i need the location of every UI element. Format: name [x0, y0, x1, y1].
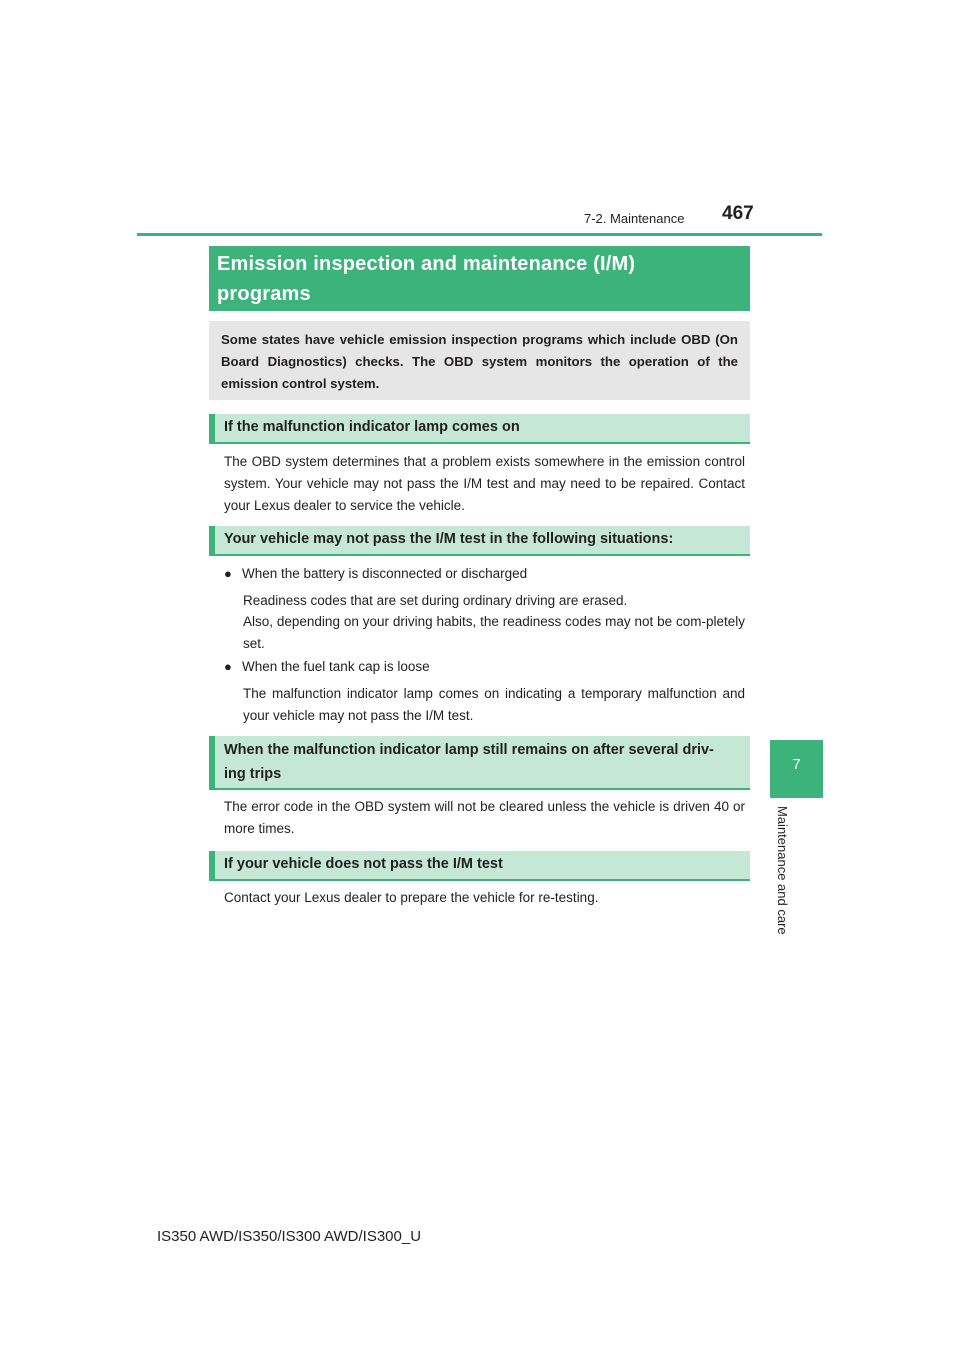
chapter-label: Maintenance and care: [775, 806, 790, 935]
chapter-tab: [770, 740, 823, 798]
bullet-icon: ●: [224, 659, 232, 674]
chapter-number: 7: [792, 756, 801, 773]
subheading-does-not-pass: If your vehicle does not pass the I/M test: [209, 851, 750, 881]
subheading-line1: When the malfunction indicator lamp still remains on after several driv-: [224, 742, 714, 758]
bullet-title: When the fuel tank cap is loose: [242, 659, 430, 674]
page-title-line1: Emission inspection and maintenance (I/M): [217, 253, 636, 275]
page-title-box: [209, 246, 750, 311]
intro-box: [209, 321, 750, 400]
footer-model-code: IS350 AWD/IS350/IS300 AWD/IS300_U: [157, 1228, 422, 1245]
body-malfunction-lamp-on: The OBD system determines that a problem exists somewhere in the emission control system. Your vehicle may not pass the I/M test and may need to be repaired. Contact your Lexus dealer to service the vehicle.: [224, 454, 745, 513]
body-does-not-pass: Contact your Lexus dealer to prepare the vehicle for re-testing.: [224, 890, 599, 905]
bullet-item: [224, 563, 745, 585]
subheading-lamp-remains-on: [209, 736, 750, 790]
subheading-line2: ing trips: [224, 766, 282, 782]
page-number: 467: [722, 203, 754, 224]
body-lamp-remains-on: The error code in the OBD system will not be cleared unless the vehicle is driven 40 or more times.: [224, 799, 745, 836]
bullet-description: The malfunction indicator lamp comes on indicating a temporary malfunction and your vehicle may not pass the I/M test.: [243, 686, 745, 723]
intro-text: Some states have vehicle emission inspection programs which include OBD (On Board Diagnostics) checks. The OBD system monitors the operation of the emission control system.: [221, 332, 738, 391]
section-header: 7-2. Maintenance: [584, 211, 685, 226]
header-divider: [137, 233, 822, 236]
bullet-description-2: Also, depending on your driving habits, the readiness codes may not be com-pletely set.: [243, 614, 745, 651]
bullet-description: Readiness codes that are set during ordinary driving are erased.: [243, 593, 628, 608]
bullet-item: [224, 656, 745, 678]
subheading-malfunction-lamp-on: If the malfunction indicator lamp comes on: [209, 414, 750, 444]
bullet-title: When the battery is disconnected or discharged: [242, 566, 528, 581]
page-title-line2: programs: [217, 283, 311, 305]
subheading-may-not-pass: Your vehicle may not pass the I/M test in the following situations:: [209, 526, 750, 556]
bullet-icon: ●: [224, 566, 232, 581]
